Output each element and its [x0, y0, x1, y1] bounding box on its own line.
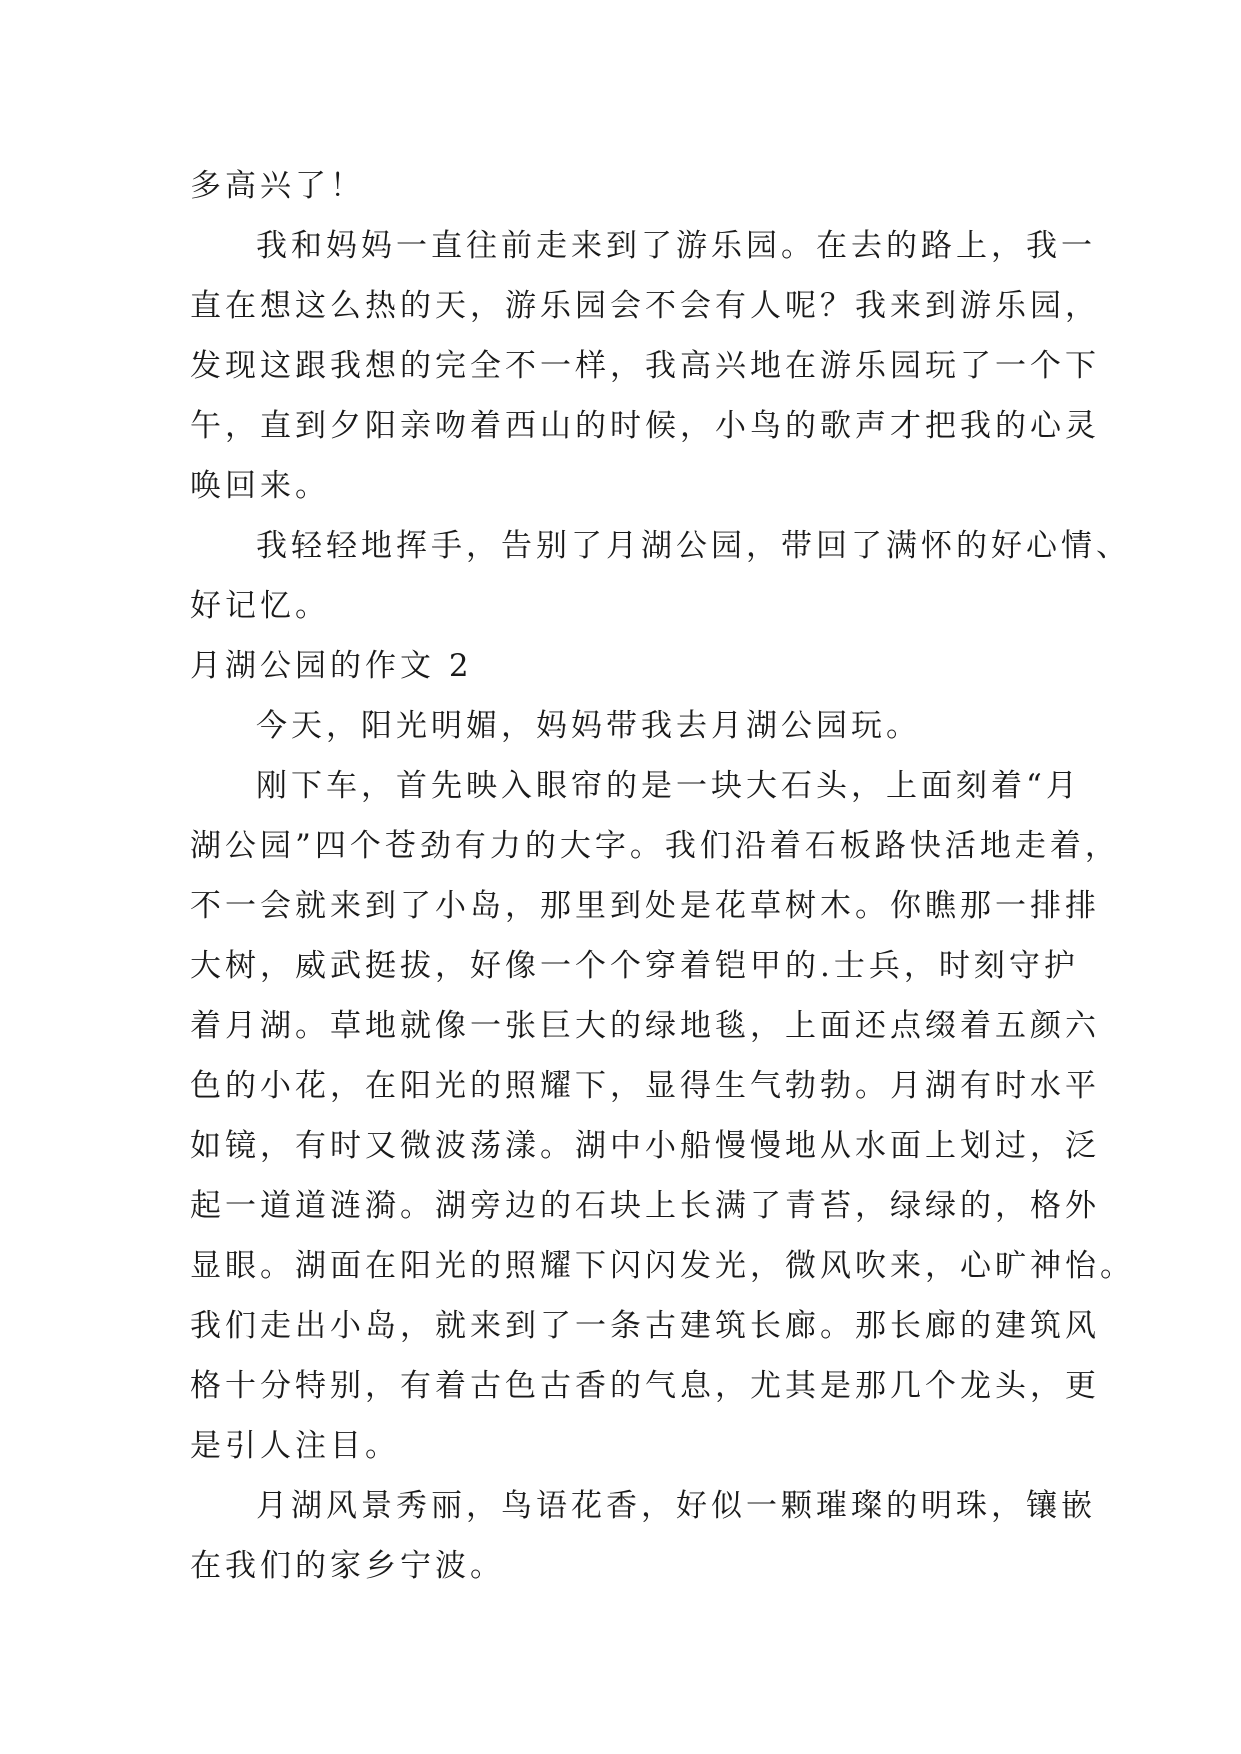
section-heading: 月湖公园的作文 2 — [190, 648, 473, 684]
text-line: 我轻轻地挥手，告别了月湖公园，带回了满怀的好心情、 — [256, 528, 1131, 564]
text-line: 湖公园”四个苍劲有力的大字。我们沿着石板路快活地走着， — [190, 828, 1120, 864]
text-line: 色的小花，在阳光的照耀下，显得生气勃勃。月湖有时水平 — [190, 1068, 1100, 1104]
text-line: 午，直到夕阳亲吻着西山的时候，小鸟的歌声才把我的心灵 — [190, 408, 1100, 444]
text-line: 如镜，有时又微波荡漾。湖中小船慢慢地从水面上划过，泛 — [190, 1128, 1100, 1164]
text-line: 我和妈妈一直往前走来到了游乐园。在去的路上，我一 — [256, 228, 1096, 264]
text-line: 起一道道涟漪。湖旁边的石块上长满了青苔，绿绿的，格外 — [190, 1188, 1100, 1224]
text-line: 我们走出小岛，就来到了一条古建筑长廊。那长廊的建筑风 — [190, 1308, 1100, 1344]
text-line: 显眼。湖面在阳光的照耀下闪闪发光，微风吹来，心旷神怡。 — [190, 1248, 1135, 1284]
text-line: 月湖风景秀丽，鸟语花香，好似一颗璀璨的明珠，镶嵌 — [256, 1488, 1096, 1524]
text-line: 不一会就来到了小岛，那里到处是花草树木。你瞧那一排排 — [190, 888, 1100, 924]
text-line: 是引人注目。 — [190, 1428, 400, 1464]
text-line: 发现这跟我想的完全不一样，我高兴地在游乐园玩了一个下 — [190, 348, 1100, 384]
text-line: 唤回来。 — [190, 468, 330, 504]
text-line: 在我们的家乡宁波。 — [190, 1548, 505, 1584]
document-page — [190, 156, 1135, 1596]
text-line: 刚下车，首先映入眼帘的是一块大石头，上面刻着“月 — [256, 768, 1081, 804]
text-line: 今天，阳光明媚，妈妈带我去月湖公园玩。 — [256, 708, 921, 744]
text-line: 着月湖。草地就像一张巨大的绿地毯，上面还点缀着五颜六 — [190, 1008, 1100, 1044]
text-line: 直在想这么热的天，游乐园会不会有人呢？我来到游乐园， — [190, 288, 1100, 324]
text-line: 好记忆。 — [190, 588, 330, 624]
text-line: 格十分特别，有着古色古香的气息，尤其是那几个龙头，更 — [190, 1368, 1100, 1404]
text-line: 大树，威武挺拔，好像一个个穿着铠甲的.士兵，时刻守护 — [190, 948, 1079, 984]
text-line: 多高兴了！ — [190, 168, 365, 204]
